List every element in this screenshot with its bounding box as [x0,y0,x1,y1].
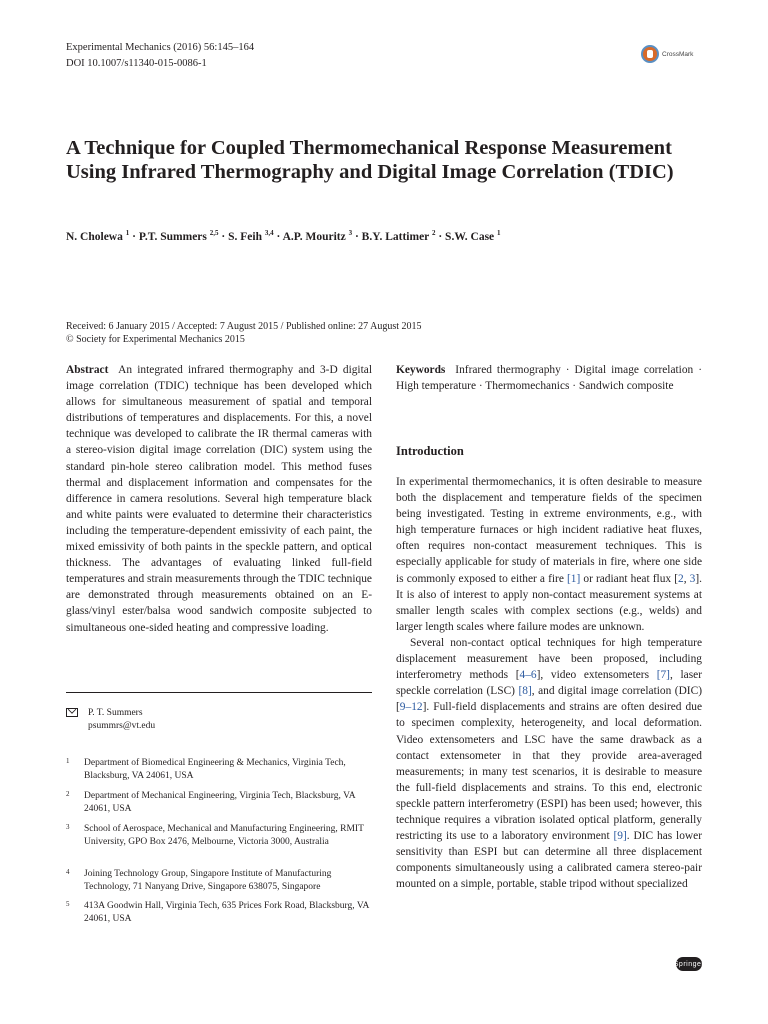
crossmark-badge[interactable] [641,42,703,66]
author-affiliation-marker: 2,5 [209,229,219,237]
copyright-line: © Society for Experimental Mechanics 2015 [66,334,245,345]
introduction-body [396,474,702,892]
journal-header [66,40,254,72]
introduction-paragraph-1 [396,474,702,635]
paragraph-text: Several non-contact optical techniques for high temperature displacement measurement have been proposed, including interferometry methods [ [396,636,702,682]
author-separator: · [352,230,362,243]
paragraph-text: or radiant heat flux [ [580,572,678,585]
crossmark-label: CrossMark [662,50,694,58]
abstract [66,362,372,636]
citation-link[interactable]: 3 [689,572,696,585]
doi-link[interactable]: DOI 10.1007/s11340-015-0086-1 [66,58,207,69]
author-affiliation-marker: 1 [125,229,130,237]
affiliation-3: 3 School of Aerospace, Mechanical and Manufacturing Engineering, RMIT University, GPO Box 2476, Melbourne, Victoria 3000, Australia [66,823,364,847]
author-affiliation-marker: 2 [431,229,436,237]
citation-link[interactable]: 2 [678,572,684,585]
paragraph-text: , laser speckle correlation (LSC) [396,669,702,698]
affiliation-5: 5 413A Goodwin Hall, Virginia Tech, 635 Prices Fork Road, Blacksburg, VA 24061, USA [66,900,369,924]
paragraph-text: , [683,572,690,585]
paragraph-text: ], video extensometers [536,669,657,682]
paragraph-text: ]. Full-field displacements and strains are often desired due to specimen complexity, heterogeneity, and local deformation. Video extensometers and LSC have the same drawback as a contact extensometer in that they provide area-averaged measurements; in many test scenarios, it is desirable to measure the full-field displacements and strains. To this end, electronic speckle pattern interferometry (ESPI) has been used; however, this technique requires a vibration isolated optical platform, generally restricting its use to a laboratory environment [396,701,702,843]
publication-dates [66,320,422,346]
keywords [396,362,702,394]
author-name[interactable]: S.W. Case [445,230,498,243]
corresponding-author: P. T. Summers [88,708,143,718]
paragraph-text: , and digital image correlation (DIC) [ [396,685,702,714]
affiliation-4: 4 Joining Technology Group, Singapore Institute of Manufacturing Technology, 71 Nanyang Drive, Singapore 638075, Singapore [66,868,332,892]
citation-link[interactable]: [8] [518,685,532,698]
paper-title: A Technique for Coupled Thermomechanical Response Measurement Using Infrared Thermography and Digital Image Correlation (TDIC) [66,137,674,183]
abstract-text: An integrated infrared thermography and 3-D digital image correlation (TDIC) technique has been developed which allows for simultaneous measurement of spatial and temporal distributions of temperatures and displacements. For this, a novel technique was developed to calibrate the IR thermal cameras with a stereo-vision digital image correlation (DIC) system using the standard pin-hole stereo calibration model. This method fuses thermal and displacement information and compensates for the difference in camera resolutions. Several high temperature black and white paints were evaluated to determine their characteristics including the temperature-dependent emissivity of each paint, the mixed emissivity of both paints in the speckle pattern, and optical thickness. The advantages of evaluating linked full-field temperatures and strain measurements through the TDIC technique are demonstrated through measurements obtained on an E-glass/vinyl ester/balsa wood sandwich composite subjected to simultaneous one-sided heating and compressive loading. [66,364,372,634]
author-separator: · [273,230,283,243]
citation-link[interactable]: 4–6 [519,669,537,682]
received-accepted-line: Received: 6 January 2015 / Accepted: 7 August 2015 / Published online: 27 August 2015 [66,321,422,332]
affiliation-2: 2 Department of Mechanical Engineering, Virginia Tech, Blacksburg, VA 24061, USA [66,790,356,814]
envelope-icon [66,708,78,717]
author-affiliation-marker: 3 [348,229,353,237]
affiliation-1: 1 Department of Biomedical Engineering & Mechanics, Virginia Tech, Blacksburg, VA 24061, USA [66,757,346,781]
author-name[interactable]: B.Y. Lattimer [361,230,432,243]
author-separator: · [218,230,229,243]
citation-link[interactable]: [9] [613,830,627,843]
citation-link[interactable]: [1] [566,572,581,585]
springer-logo: Springer [676,957,702,971]
author-name[interactable]: A.P. Mouritz [282,230,349,243]
correspondence [66,707,155,733]
author-separator: · [435,230,446,243]
paragraph-text: In experimental thermomechanics, it is often desirable to measure both the displacement and temperature fields of the specimen being investigated. Testing in extreme environments, e.g., with high temperature furnaces or high incident radiative heat fluxes, often requires non-contact measurement techniques. This is especially applicable for study of materials in fire, where one side is commonly exposed to either a fire [396,476,702,585]
author-name[interactable]: N. Cholewa [66,230,126,243]
keywords-label: Keywords [396,364,446,376]
author-affiliation-marker: 3,4 [264,229,274,237]
paragraph-text: . DIC has lower sensitivity than ESPI but can determine all three displacement components simultaneously using a calibrated camera stereo-pair mounted on a simple, portable, stable tripod without specialized [396,830,702,891]
paragraph-text: ]. It is also of interest to apply non-contact measurement systems at smaller length scales with complex sections (e.g., welds) and larger length scales where failure modes are unknown. [396,572,703,633]
introduction-paragraph-2 [396,635,702,893]
author-separator: · [129,230,139,243]
corresponding-email[interactable]: psummrs@vt.edu [88,721,156,731]
keywords-text: Infrared thermography · Digital image correlation · High temperature · Thermomechanics · Sandwich composite [396,364,702,393]
author-affiliation-marker: 1 [497,229,501,237]
introduction-heading: Introduction [396,444,464,458]
author-name[interactable]: P.T. Summers [138,230,210,243]
citation-link[interactable]: 9–12 [399,701,423,714]
abstract-label: Abstract [66,364,109,376]
crossmark-icon [641,45,659,63]
author-name[interactable]: S. Feih [228,230,265,243]
journal-citation: Experimental Mechanics (2016) 56:145–164 [66,42,255,53]
author-list [66,229,706,243]
citation-link[interactable]: [7] [656,669,670,682]
footnote-divider [66,692,372,693]
